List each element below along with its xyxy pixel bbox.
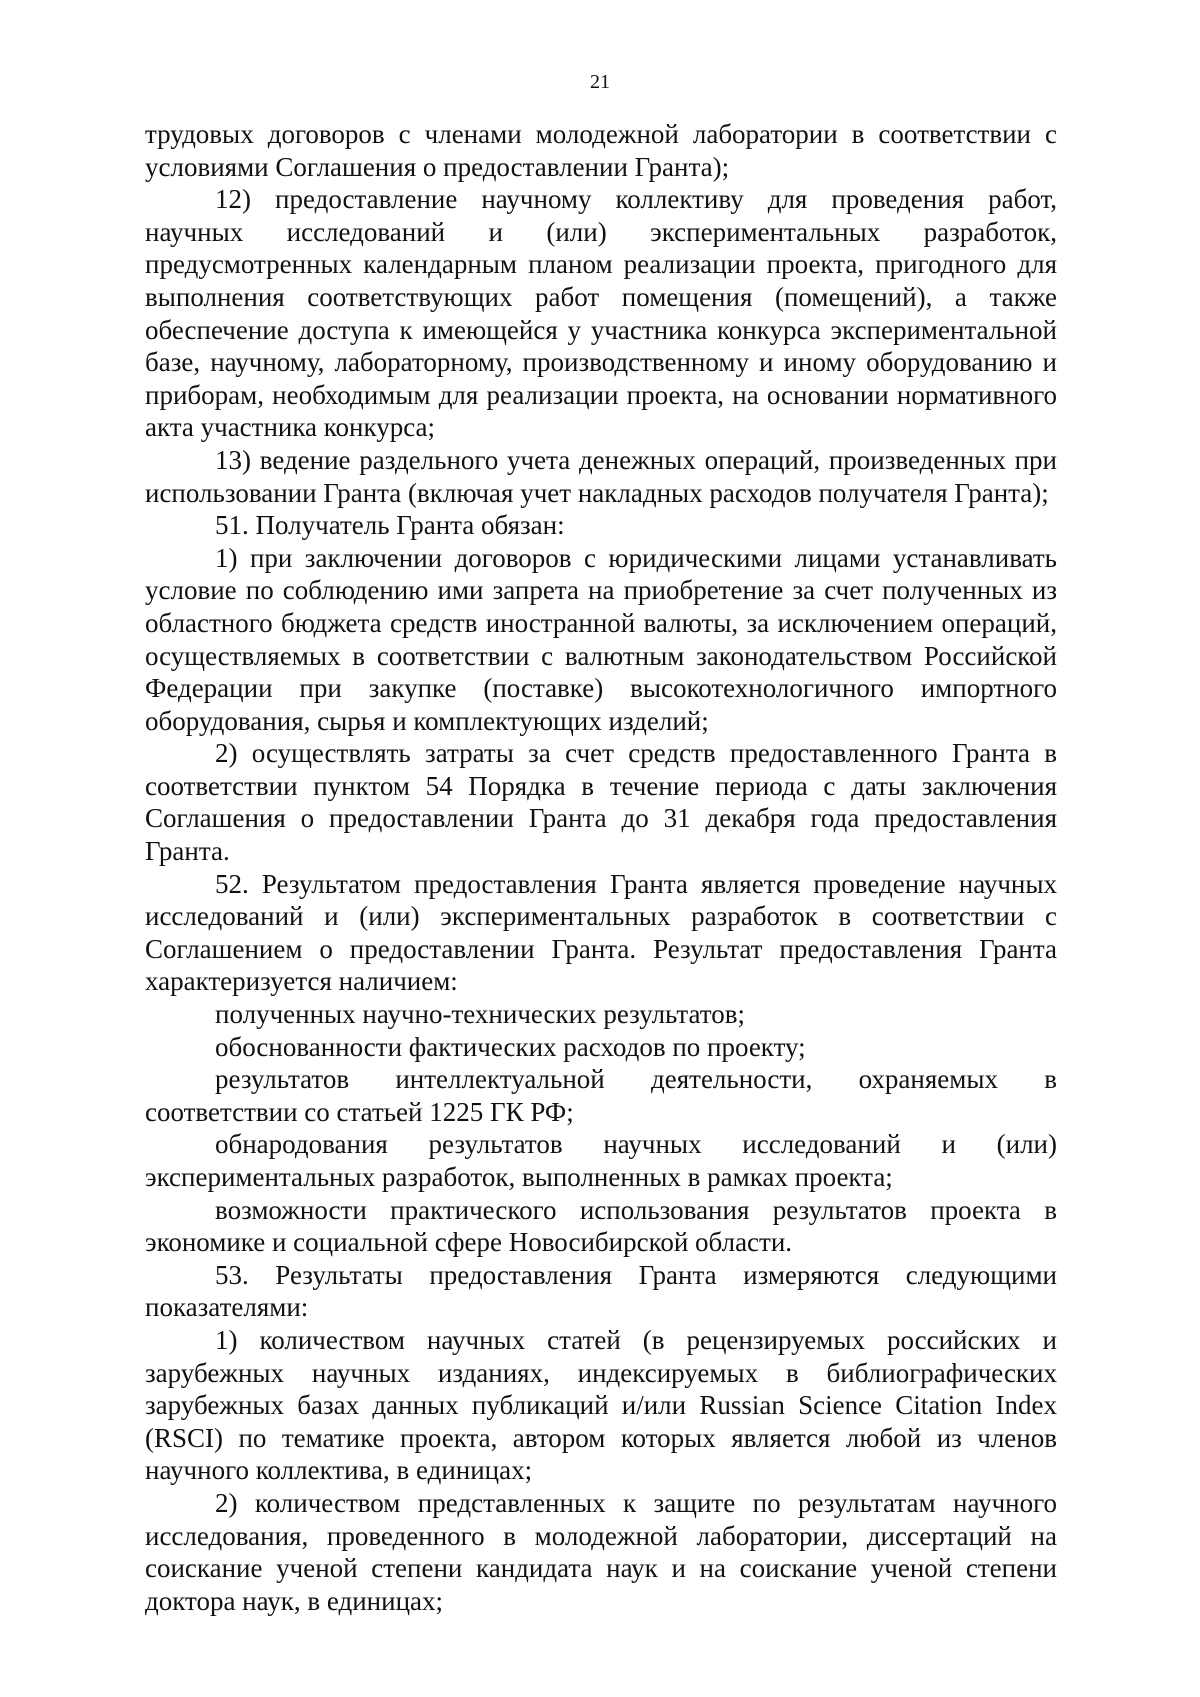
paragraph: 2) осуществлять затраты за счет средств предоставленного Гранта в соответствии пунктом 54 Порядка в течение периода с даты заключения Соглашения о предоставлении Гранта до 31 декабря года предоставления Гранта. <box>145 738 1057 867</box>
paragraph: 53. Результаты предоставления Гранта измеряются следующими показателями: <box>145 1259 1057 1323</box>
paragraph: полученных научно-технических результатов; <box>215 999 745 1030</box>
paragraph: результатов интеллектуальной деятельности, охраняемых в соответствии со статьей 1225 ГК РФ; <box>145 1064 1057 1127</box>
paragraph: трудовых договоров с членами молодежной лаборатории в соответствии с условиями Соглашения о предоставлении Гранта); <box>145 119 1057 182</box>
paragraph: обнародования результатов научных исследований и (или) экспериментальных разработок, выполненных в рамках проекта; <box>145 1129 1057 1192</box>
page-number: 21 <box>590 71 610 93</box>
paragraph: 12) предоставление научному коллективу для проведения работ, научных исследований и (или) экспериментальных разработок, предусмотренных календарным планом реализации проекта, пригодного для выполнения соответствующих работ помещения (помещений), а также обеспечение доступа к имеющейся у участника конкурса экспериментальной базе, научному, лабораторному, производственному и иному оборудованию и приборам, необходимым для реализации проекта, на основании нормативного акта участника конкурса; <box>145 184 1057 443</box>
paragraph: 1) количеством научных статей (в рецензируемых российских и зарубежных научных изданиях, индексируемых в библиографических зарубежных базах данных публикаций и/или Russian Science Citation Index (RSCI) по тематике проекта, автором которых является любой из членов научного коллектива, в единицах; <box>145 1324 1057 1486</box>
document-body <box>145 118 1057 1617</box>
paragraph: возможности практического использования результатов проекта в экономике и социальной сфере Новосибирской области. <box>145 1194 1057 1258</box>
paragraph: 1) при заключении договоров с юридическими лицами устанавливать условие по соблюдению ими запрета на приобретение за счет полученных из областного бюджета средств иностранной валюты, за исключением операций, осуществляемых в соответствии с валютным законодательством Российской Федерации при закупке (поставке) высокотехнологичного импортного оборудования, сырья и комплектующих изделий; <box>145 542 1057 736</box>
paragraph: 51. Получатель Гранта обязан: <box>215 510 565 541</box>
paragraph: 13) ведение раздельного учета денежных операций, произведенных при использовании Гранта (включая учет накладных расходов получателя Гранта); <box>145 444 1057 508</box>
paragraph: обоснованности фактических расходов по проекту; <box>215 1031 806 1062</box>
paragraph: 2) количеством представленных к защите по результатам научного исследования, проведенного в молодежной лаборатории, диссертаций на соискание ученой степени кандидата наук и на соискание ученой степени доктора наук, в единицах; <box>145 1487 1057 1616</box>
paragraph: 52. Результатом предоставления Гранта является проведение научных исследований и (или) экспериментальных разработок в соответствии с Соглашением о предоставлении Гранта. Результат предоставления Гранта характеризуется наличием: <box>145 868 1057 997</box>
